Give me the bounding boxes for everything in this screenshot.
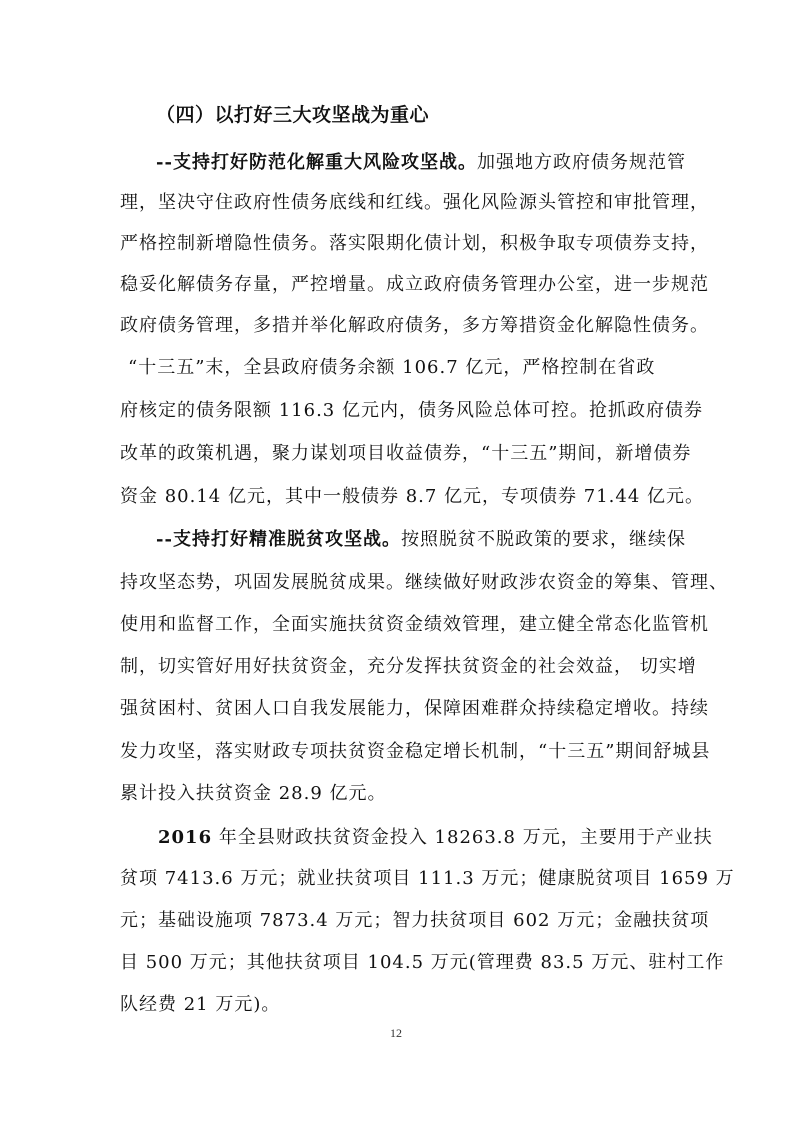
para1-line: “十三五”末，全县政府债务余额 106.7 亿元，严格控制在省政	[128, 357, 656, 378]
para2-line: 持攻坚态势，巩固发展脱贫成果。继续做好财政涉农资金的筹集、管理、	[120, 572, 728, 593]
para2-line: 累计投入扶贫资金 28.9 亿元。	[120, 783, 387, 804]
para2-line: 强贫困村、贫困人口自我发展能力，保障困难群众持续稳定增收。持续	[120, 698, 709, 719]
para2-line: 制，切实管好用好扶贫资金，充分发挥扶贫资金的社会效益， 切实增	[120, 656, 697, 677]
para1-line-1	[156, 148, 686, 174]
para1-line: 资金 80.14 亿元，其中一般债券 8.7 亿元，专项债券 71.44 亿元。	[120, 486, 705, 507]
para3-line: 队经费 21 万元)。	[120, 994, 281, 1015]
para1-line: 府核定的债务限额 116.3 亿元内，债务风险总体可控。抢抓政府债券	[120, 400, 703, 421]
para2-line: 使用和监督工作，全面实施扶贫资金绩效管理，建立健全常态化监管机	[120, 614, 709, 635]
para1-lead: --支持打好防范化解重大风险攻坚战。	[156, 152, 477, 173]
para1-line: 严格控制新增隐性债务。落实限期化债计划，积极争取专项债券支持，	[120, 233, 709, 254]
para3-line-1-rest: 年全县财政扶贫资金投入 18263.8 万元，主要用于产业扶	[212, 827, 713, 848]
para3-year: 2016	[158, 827, 213, 848]
para3-line: 目 500 万元；其他扶贫项目 104.5 万元(管理费 83.5 万元、驻村工作	[120, 952, 725, 973]
para1-line: 稳妥化解债务存量，严控增量。成立政府债务管理办公室，进一步规范	[120, 274, 709, 295]
para1-line: 政府债务管理，多措并举化解政府债务，多方筹措资金化解隐性债务。	[120, 315, 709, 336]
para3-line-1	[158, 823, 713, 849]
section-heading: （四）以打好三大攻坚战为重心	[156, 104, 430, 126]
para3-line: 贫项 7413.6 万元；就业扶贫项目 111.3 万元；健康脱贫项目 1659 万	[120, 868, 735, 889]
para1-line-1-rest: 加强地方政府债务规范管	[476, 152, 686, 173]
page-number: 12	[390, 1026, 402, 1040]
para2-line: 发力攻坚，落实财政专项扶贫资金稳定增长机制，“十三五”期间舒城县	[120, 741, 711, 762]
para2-line-1-rest: 按照脱贫不脱政策的要求，继续保	[400, 529, 686, 550]
para3-line: 元；基础设施项 7873.4 万元；智力扶贫项目 602 万元；金融扶贫项	[120, 910, 710, 931]
para1-line: 改革的政策机遇，聚力谋划项目收益债券，“十三五”期间，新增债券	[120, 443, 692, 464]
para2-line-1	[156, 525, 686, 551]
para2-lead: --支持打好精准脱贫攻坚战。	[156, 529, 401, 550]
para1-line: 理，坚决守住政府性债务底线和红线。强化风险源头管控和审批管理，	[120, 192, 709, 213]
